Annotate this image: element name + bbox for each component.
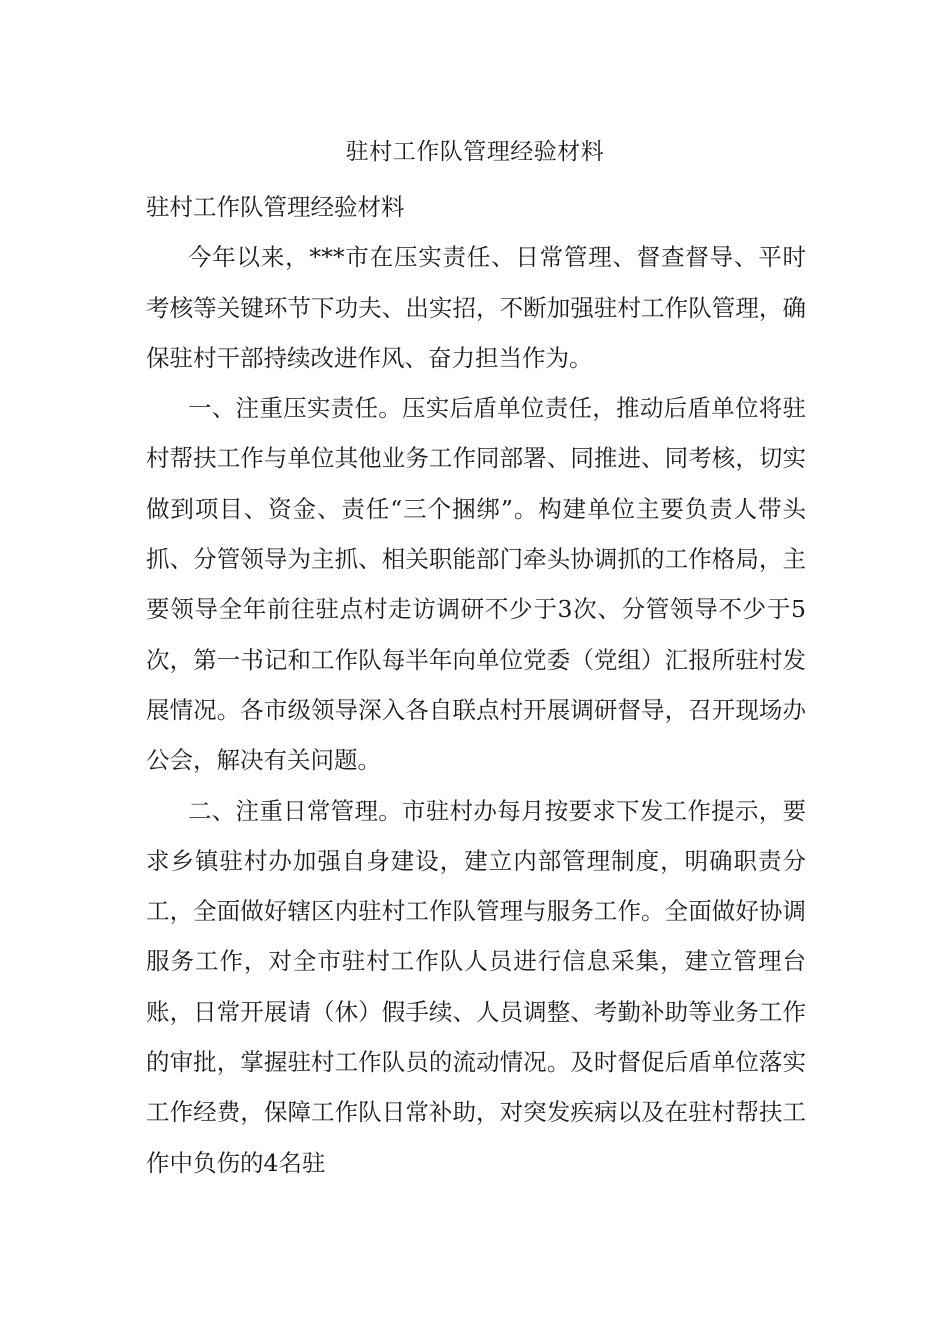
paragraph-section-2: 二、注重日常管理。市驻村办每月按要求下发工作提示，要求乡镇驻村办加强自身建设，建立内部管理制度，明确职责分工，全面做好辖区内驻村工作队管理与服务工作。全面做好协调服务工作，对全市驻村工作队人员进行信息采集，建立管理台账，日常开展请（休）假手续、人员调整、考勤补助等业务工作的审批，掌握驻村工作队员的流动情况。及时督促后盾单位落实工作经费，保障工作队日常补助，对突发疾病以及在驻村帮扶工作中负伤的4名驻 [146,796,806,1177]
document-body [146,182,806,1188]
document-title: 驻村工作队管理经验材料 [345,139,605,165]
paragraph-intro: 今年以来，***市在压实责任、日常管理、督查督导、平时考核等关键环节下功夫、出实招，不断加强驻村工作队管理，确保驻村干部持续改进作风、奋力担当作为。 [146,243,806,372]
paragraph-section-1: 一、注重压实责任。压实后盾单位责任，推动后盾单位将驻村帮扶工作与单位其他业务工作同部署、同推进、同考核，切实做到项目、资金、责任“三个捆绑”。构建单位主要负责人带头抓、分管领导为主抓、相关职能部门牵头协调抓的工作格局，主要领导全年前往驻点村走访调研不少于3次、分管领导不少于5次，第一书记和工作队每半年向单位党委（党组）汇报所驻村发展情况。各市级领导深入各自联点村开展调研督导，召开现场办公会，解决有关问题。 [146,394,806,775]
document-subtitle: 驻村工作队管理经验材料 [146,193,405,221]
